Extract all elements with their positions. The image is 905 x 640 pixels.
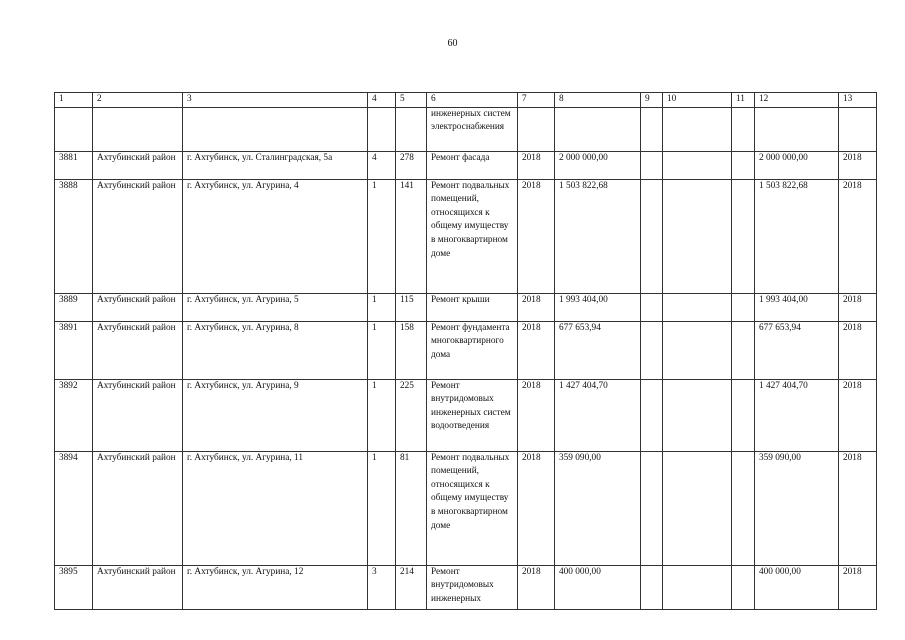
year-value: 2018 <box>518 179 555 293</box>
total-amount-value: 2 000 000,00 <box>755 151 839 179</box>
district: Ахтубинский район <box>93 293 183 321</box>
end-year-value: 2018 <box>839 379 877 451</box>
column-number: 8 <box>555 93 641 108</box>
column-number: 4 <box>368 93 396 108</box>
amount-value: 677 653,94 <box>555 321 641 379</box>
year-value: 2018 <box>518 151 555 179</box>
year-value: 2018 <box>518 379 555 451</box>
col10-value <box>663 107 732 151</box>
floors-value: 1 <box>368 379 396 451</box>
floors-value: 1 <box>368 293 396 321</box>
capital-repair-table <box>54 92 877 610</box>
row-id <box>55 107 93 151</box>
table-row <box>55 179 877 293</box>
col9-value <box>641 293 663 321</box>
total-amount-value: 1 503 822,68 <box>755 179 839 293</box>
work-type: Ремонт внутридомовых инженерных систем водоотведения <box>427 379 518 451</box>
amount-value: 400 000,00 <box>555 565 641 609</box>
end-year-value: 2018 <box>839 293 877 321</box>
work-type: Ремонт крыши <box>427 293 518 321</box>
amount-value: 359 090,00 <box>555 451 641 565</box>
col11-value <box>732 379 755 451</box>
end-year-value: 2018 <box>839 321 877 379</box>
address: г. Ахтубинск, ул. Агурина, 5 <box>183 293 368 321</box>
year-value <box>518 107 555 151</box>
col10-value <box>663 379 732 451</box>
count-value: 115 <box>396 293 427 321</box>
end-year-value: 2018 <box>839 565 877 609</box>
work-type: инженерных систем электроснабжения <box>427 107 518 151</box>
count-value: 141 <box>396 179 427 293</box>
year-value: 2018 <box>518 321 555 379</box>
col11-value <box>732 321 755 379</box>
table-header-row <box>55 93 877 108</box>
row-id: 3895 <box>55 565 93 609</box>
end-year-value: 2018 <box>839 451 877 565</box>
end-year-value <box>839 107 877 151</box>
floors-value: 3 <box>368 565 396 609</box>
col10-value <box>663 321 732 379</box>
address <box>183 107 368 151</box>
total-amount-value: 1 427 404,70 <box>755 379 839 451</box>
column-number: 9 <box>641 93 663 108</box>
col9-value <box>641 451 663 565</box>
end-year-value: 2018 <box>839 179 877 293</box>
end-year-value: 2018 <box>839 151 877 179</box>
work-type: Ремонт подвальных помещений, относящихся к общему имуществу в многоквартирном доме <box>427 451 518 565</box>
amount-value: 1 427 404,70 <box>555 379 641 451</box>
column-number: 1 <box>55 93 93 108</box>
amount-value <box>555 107 641 151</box>
column-number: 7 <box>518 93 555 108</box>
table-row <box>55 451 877 565</box>
district: Ахтубинский район <box>93 151 183 179</box>
table-row <box>55 293 877 321</box>
row-id: 3888 <box>55 179 93 293</box>
count-value: 158 <box>396 321 427 379</box>
col11-value <box>732 151 755 179</box>
work-type: Ремонт фасада <box>427 151 518 179</box>
col9-value <box>641 179 663 293</box>
table-row <box>55 379 877 451</box>
floors-value: 4 <box>368 151 396 179</box>
col11-value <box>732 179 755 293</box>
year-value: 2018 <box>518 565 555 609</box>
total-amount-value: 1 993 404,00 <box>755 293 839 321</box>
total-amount-value: 400 000,00 <box>755 565 839 609</box>
col11-value <box>732 565 755 609</box>
col9-value <box>641 107 663 151</box>
address: г. Ахтубинск, ул. Агурина, 12 <box>183 565 368 609</box>
table-row <box>55 107 877 151</box>
floors-value: 1 <box>368 451 396 565</box>
district: Ахтубинский район <box>93 565 183 609</box>
col9-value <box>641 151 663 179</box>
district: Ахтубинский район <box>93 179 183 293</box>
col11-value <box>732 107 755 151</box>
col11-value <box>732 293 755 321</box>
row-id: 3894 <box>55 451 93 565</box>
address: г. Ахтубинск, ул. Агурина, 9 <box>183 379 368 451</box>
column-number: 2 <box>93 93 183 108</box>
year-value: 2018 <box>518 293 555 321</box>
col9-value <box>641 321 663 379</box>
col10-value <box>663 565 732 609</box>
floors-value <box>368 107 396 151</box>
district: Ахтубинский район <box>93 321 183 379</box>
col10-value <box>663 151 732 179</box>
column-number: 6 <box>427 93 518 108</box>
district <box>93 107 183 151</box>
row-id: 3881 <box>55 151 93 179</box>
col11-value <box>732 451 755 565</box>
address: г. Ахтубинск, ул. Агурина, 11 <box>183 451 368 565</box>
column-number: 11 <box>732 93 755 108</box>
district: Ахтубинский район <box>93 379 183 451</box>
total-amount-value <box>755 107 839 151</box>
table-row <box>55 321 877 379</box>
column-number: 3 <box>183 93 368 108</box>
total-amount-value: 359 090,00 <box>755 451 839 565</box>
amount-value: 1 503 822,68 <box>555 179 641 293</box>
count-value: 225 <box>396 379 427 451</box>
floors-value: 1 <box>368 179 396 293</box>
total-amount-value: 677 653,94 <box>755 321 839 379</box>
col10-value <box>663 293 732 321</box>
count-value <box>396 107 427 151</box>
amount-value: 2 000 000,00 <box>555 151 641 179</box>
column-number: 12 <box>755 93 839 108</box>
count-value: 278 <box>396 151 427 179</box>
col10-value <box>663 451 732 565</box>
work-type: Ремонт фундамента многоквартирного дома <box>427 321 518 379</box>
col9-value <box>641 565 663 609</box>
count-value: 81 <box>396 451 427 565</box>
work-type: Ремонт подвальных помещений, относящихся к общему имуществу в многоквартирном доме <box>427 179 518 293</box>
count-value: 214 <box>396 565 427 609</box>
row-id: 3889 <box>55 293 93 321</box>
amount-value: 1 993 404,00 <box>555 293 641 321</box>
row-id: 3892 <box>55 379 93 451</box>
column-number: 10 <box>663 93 732 108</box>
address: г. Ахтубинск, ул. Агурина, 4 <box>183 179 368 293</box>
district: Ахтубинский район <box>93 451 183 565</box>
year-value: 2018 <box>518 451 555 565</box>
page-number: 60 <box>447 38 458 49</box>
col10-value <box>663 179 732 293</box>
col9-value <box>641 379 663 451</box>
address: г. Ахтубинск, ул. Сталинградская, 5а <box>183 151 368 179</box>
work-type: Ремонт внутридомовых инженерных <box>427 565 518 609</box>
row-id: 3891 <box>55 321 93 379</box>
table-row <box>55 565 877 609</box>
table-row <box>55 151 877 179</box>
column-number: 13 <box>839 93 877 108</box>
floors-value: 1 <box>368 321 396 379</box>
address: г. Ахтубинск, ул. Агурина, 8 <box>183 321 368 379</box>
column-number: 5 <box>396 93 427 108</box>
